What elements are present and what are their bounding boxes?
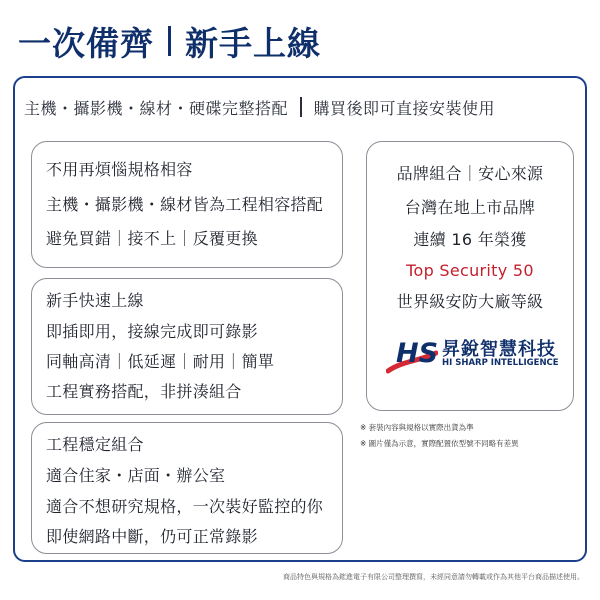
brand-text: 世界級安防大廠等級	[396, 292, 544, 311]
card-heading: 工程穩定組合	[46, 435, 144, 454]
card-heading: 新手快速上線	[46, 291, 144, 310]
title-right: 新手上線	[185, 23, 321, 63]
card-quick-start	[31, 278, 343, 415]
logo-name-cn: 昇銳智慧科技	[442, 339, 556, 360]
note-image: ※ 圖片僅為示意，實際配置依型號不同略有差異	[360, 439, 519, 448]
hs-logo-icon	[386, 331, 438, 381]
card-text: 適合不想研究規格，一次裝好監控的你	[46, 497, 324, 516]
logo-mark: HS	[396, 338, 438, 369]
title-left: 一次備齊	[18, 23, 154, 63]
card-heading: 不用再煩惱規格相容	[46, 160, 193, 179]
brand-text: 台灣在地上市品牌	[404, 198, 536, 217]
title-separator	[168, 26, 171, 56]
brand-award: Top Security 50	[406, 261, 534, 280]
tagline-left: 主機・攝影機・線材・硬碟完整搭配	[24, 98, 289, 118]
footer-disclaimer: 商品特色與規格為鋐進電子有限公司整理撰寫，未經同意請勿轉載或作為其他平台商品描述使用。	[283, 573, 584, 581]
card-text: 即插即用，接線完成即可錄影	[46, 322, 258, 341]
card-compatibility	[31, 141, 343, 268]
card-text: 即使網路中斷，仍可正常錄影	[46, 527, 258, 546]
brand-heading: 品牌組合｜安心來源	[396, 164, 544, 183]
note-contents: ※ 套裝內容與規格以實際出貨為準	[360, 423, 474, 432]
card-text: 適合住家・店面・辦公室	[46, 466, 226, 485]
logo-name-en: HI SHARP INTELLIGENCE	[442, 358, 559, 368]
card-brand	[366, 141, 574, 411]
page-title	[18, 18, 321, 64]
card-text: 主機・攝影機・線材皆為工程相容搭配	[46, 195, 324, 214]
card-text: 避免買錯｜接不上｜反覆更換	[46, 229, 258, 248]
card-stable-combo	[31, 422, 343, 554]
tagline-right: 購買後即可直接安裝使用	[313, 98, 496, 118]
brand-text: 連續 16 年榮獲	[413, 230, 527, 249]
card-text: 同軸高清｜低延遲｜耐用｜簡單	[46, 352, 275, 371]
card-text: 工程實務搭配，非拼湊組合	[46, 382, 242, 401]
tagline	[24, 92, 584, 122]
tagline-separator	[300, 97, 302, 117]
company-logo	[392, 331, 562, 381]
